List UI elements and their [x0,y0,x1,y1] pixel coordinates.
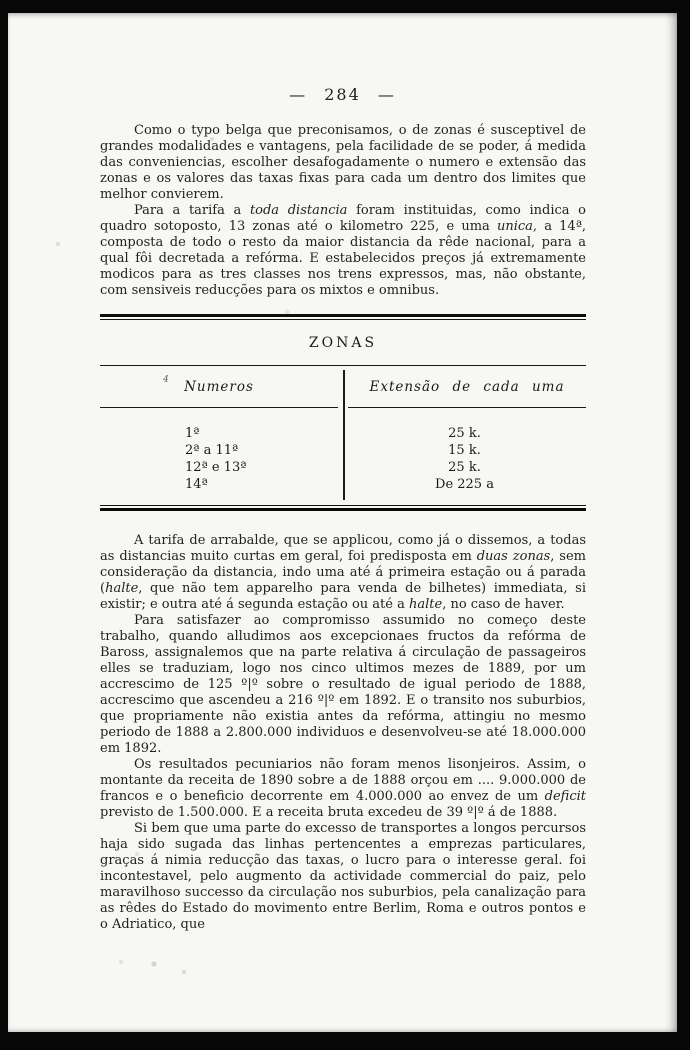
cell-numero: 2ª a 11ª [185,443,239,458]
body-paragraphs-bottom [100,533,586,933]
text-segment: deficit [544,789,586,804]
paragraph [100,821,586,933]
table-header-row [100,366,586,408]
cell-extensao: 25 k. [448,460,481,475]
cell-numero: 12ª e 13ª [185,460,247,475]
cell-numero: 14ª [185,477,208,492]
printers-mark: 4 [163,375,169,385]
text-segment: halte [105,581,139,596]
text-segment: unica [496,219,533,234]
text-segment: previsto de 1.500.000. E a receita bruta excedeu de 39 º|º á de 1888. [100,805,558,820]
text-segment: , a 14ª, composta de todo o resto da maior distancia da rêde nacional, para a qual fôi decretada a refórma. E estabelecidos preços já extremamente modicos para as tres classes nos trens expressos, mas, não obstante, com sensiveis reducções para os mixtos e omnibus. [100,219,586,298]
column-header-extensao: Extensão de cada uma [348,379,586,408]
text-segment: , que não tem apparelho para venda de bilhetes) immediata, si existir; e outra até á segunda estação ou até a [100,581,586,612]
text-segment: , no caso de haver. [442,597,565,612]
text-segment: Para a tarifa a [134,203,250,218]
text-segment: A tarifa de arrabalde, que se applicou, como já o dissemos, a todas as distancias muito curtas em geral, foi predisposta em [100,533,586,564]
cell-extensao: De 225 a [435,477,494,492]
text-segment: Si bem que uma parte do excesso de transportes a longos percursos haja sido sugada das linhas pertencentes a emprezas particulares, graças á nimia reducção das taxas, o lucro para o interesse geral. foi incontestavel, pelo augmento da actividade commercial do paiz, pelo maravilhoso successo da circulação nos suburbios, pela canalização para as rêdes do Estado do movimento entre Berlim, Roma e outros pontos e o Adriatico, que [100,821,586,932]
table-grid [100,366,586,505]
column-header-numeros: Numeros [100,379,338,408]
table-bottom-rule [100,505,586,511]
text-segment: halte [408,597,443,612]
scan-noise [8,13,10,15]
paragraph [100,203,586,299]
cell-extensao: 15 k. [448,443,481,458]
paragraph [100,123,586,203]
text-segment: Os resultados pecuniarios não foram menos lisonjeiros. Assim, o montante da receita de 1890 sobre a de 1888 orçou em .... 9.000.000 de francos e o beneficio decorrente em 4.000.000 ao envez de um [100,757,586,804]
page-content [100,123,586,933]
text-segment: duas zonas [476,549,551,564]
paragraph [100,613,586,757]
text-segment: foram instituidas, como indica o quadro sotoposto, 13 zonas até o kilometro 225, e uma [100,203,586,234]
cell-extensao: 25 k. [448,426,481,441]
paragraph [100,533,586,613]
text-segment: Como o typo belga que preconisamos, o de zonas é susceptivel de grandes modalidades e vantagens, pela facilidade de se poder, á medida das conveniencias, escolher desafogadamente o numero e extensão das zonas e os valores das taxas fixas para cada um dentro dos limites que melhor convierem. [100,123,586,202]
text-segment: toda distancia [249,203,348,218]
text-segment: Para satisfazer ao compromisso assumido no começo deste trabalho, quando alludimos aos excepcionaes fructos da refórma de Baross, assignalemos que na parte relativa á circulação de passageiros elles se traduziam, logo nos cinco ultimos mezes de 1889, por um accrescimo de 125 º|º sobre o resultado de igual periodo de 1888, accrescimo que ascendeu a 216 º|º em 1892. E o transito nos suburbios, que propriamente não existia antes da refórma, attingiu no mesmo periodo de 1888 a 2.800.000 individuos e desenvolveu-se até 18.000.000 em 1892. [100,613,586,756]
body-paragraphs-top [100,123,586,299]
page-number: — 284 — [289,85,396,104]
paragraph [100,757,586,821]
cell-numero: 1ª [185,426,200,441]
zonas-table [100,314,586,511]
book-page [8,13,677,1032]
table-title: ZONAS [308,335,378,351]
text-segment: , sem consideração da distancia, indo uma até á primeira estação ou á parada ( [100,549,586,596]
